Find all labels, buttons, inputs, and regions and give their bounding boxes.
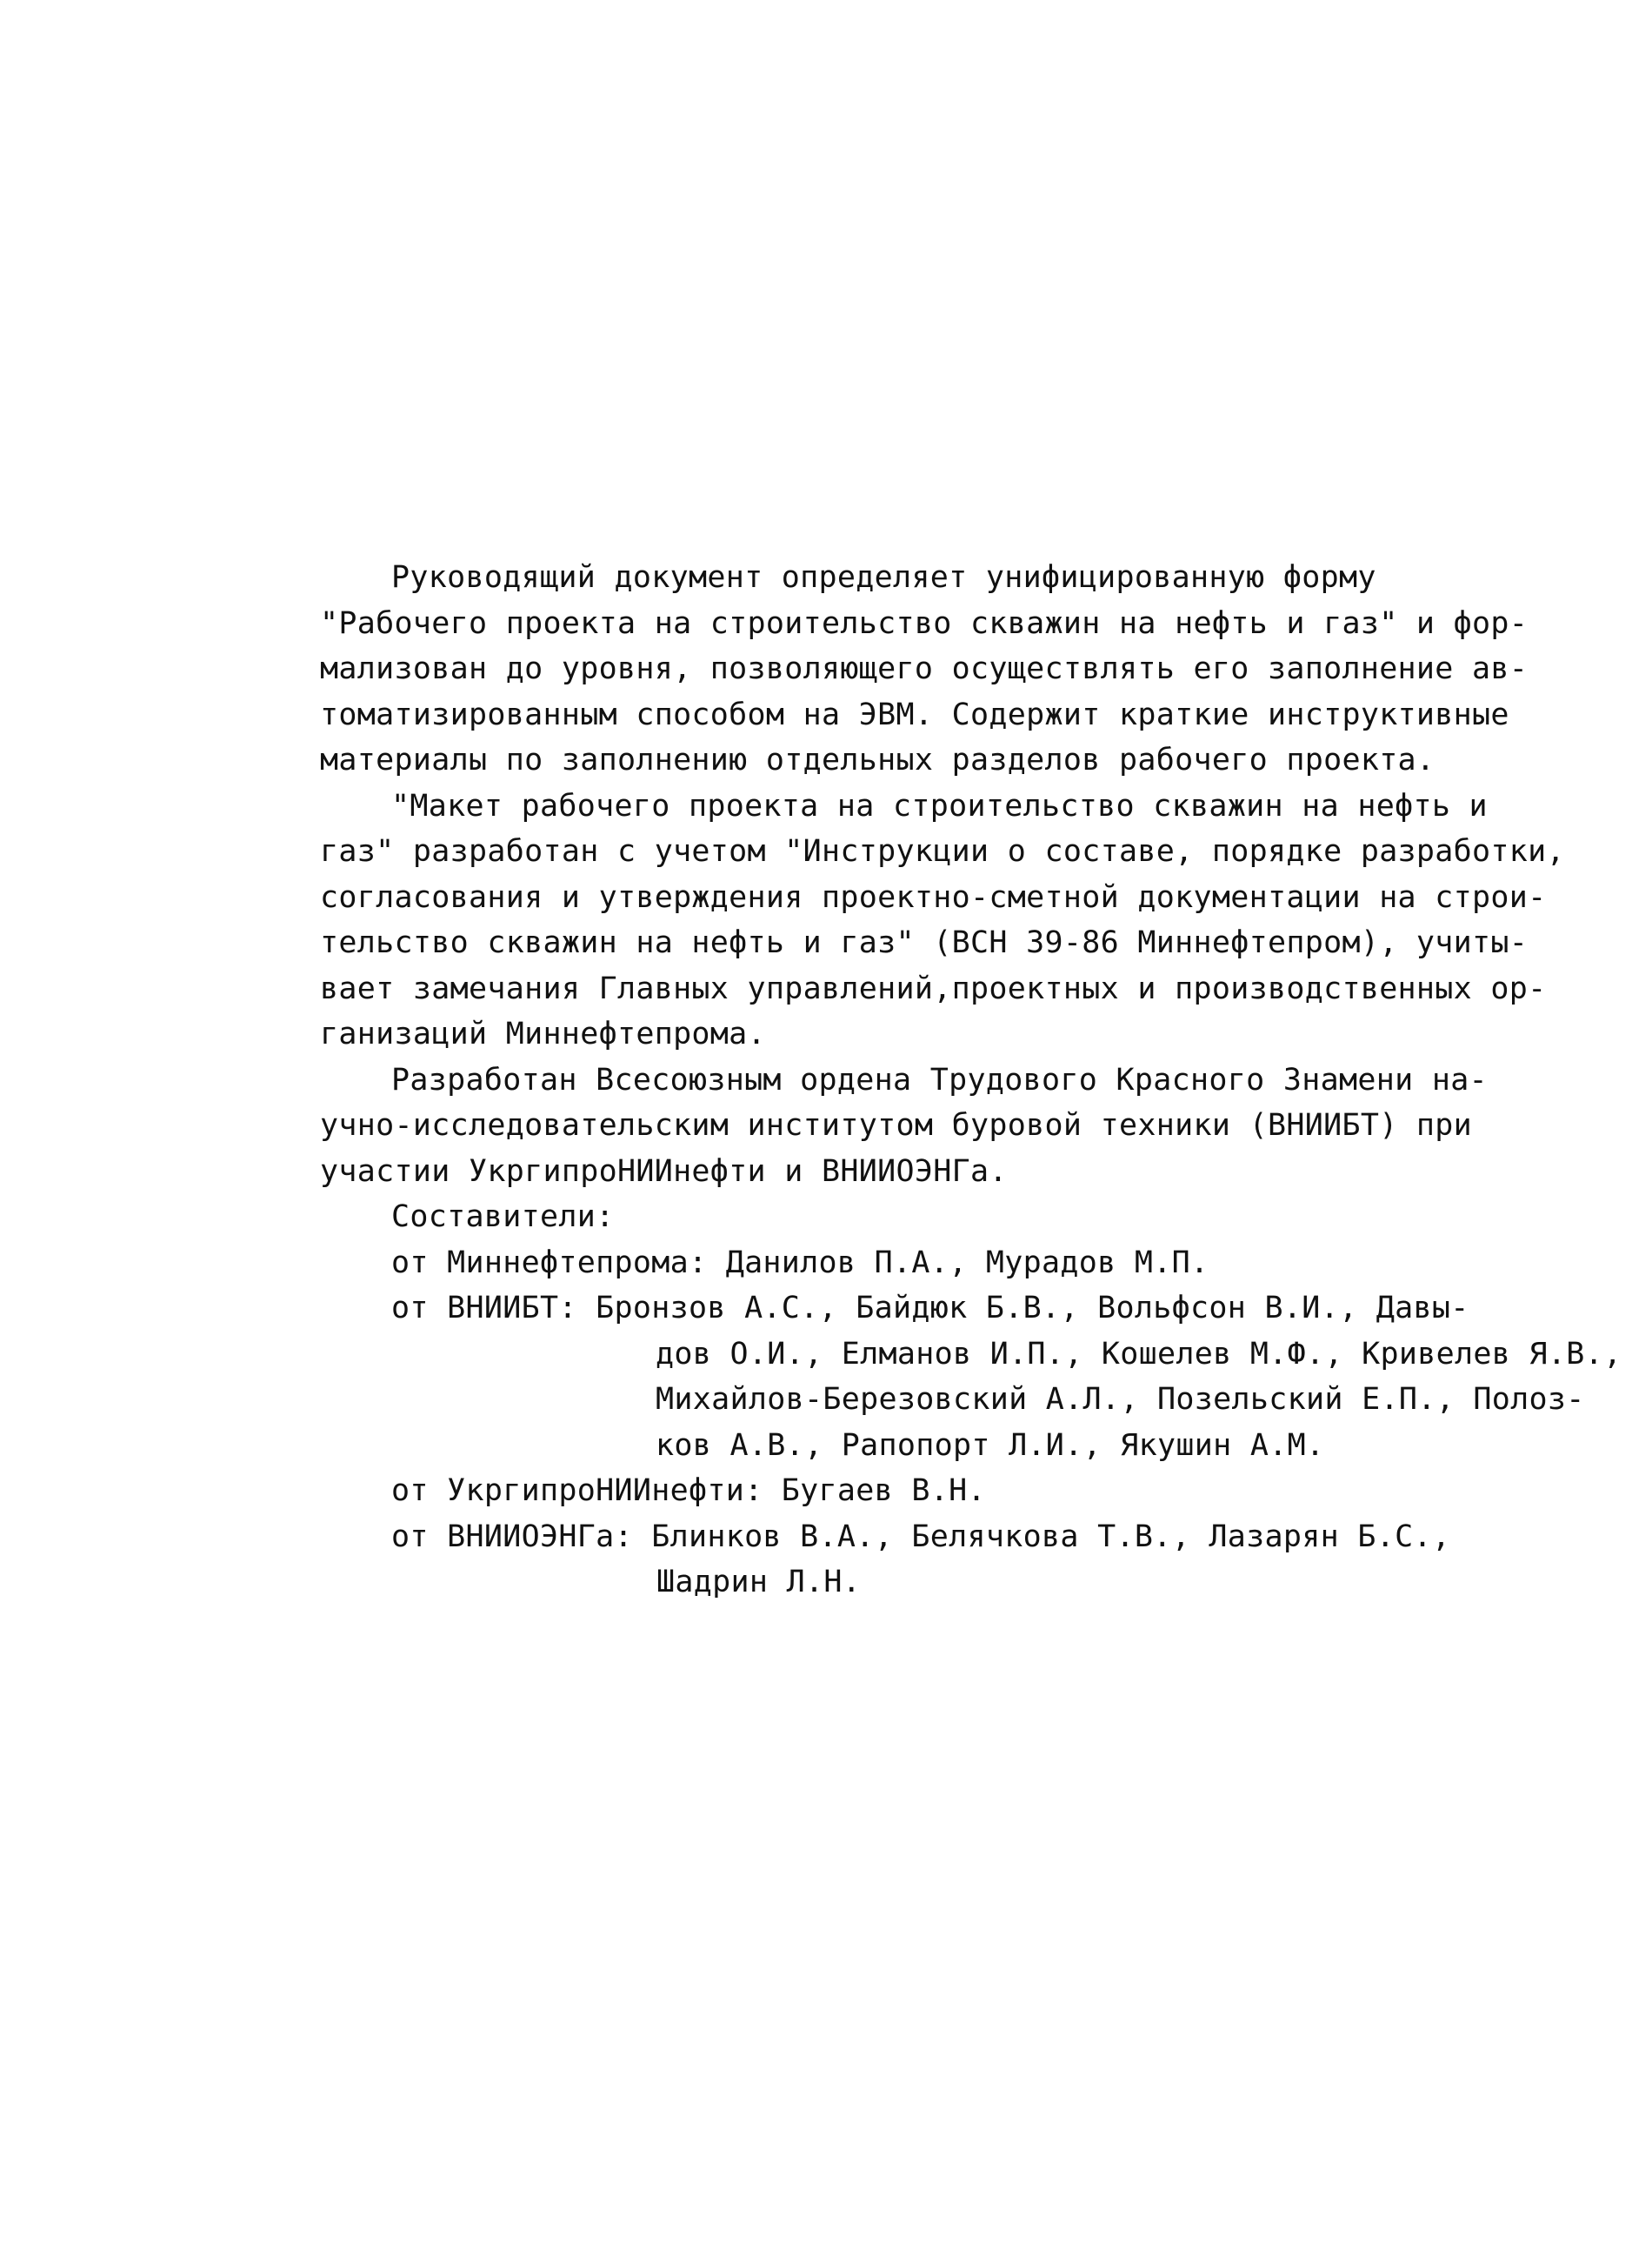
author-group-vniioeng-cont: Шадрин Л.Н. xyxy=(656,1565,862,1599)
text-line: мализован до уровня, позволяющего осуществлять его заполнение ав- xyxy=(320,651,1529,686)
author-group-ukrgipro: от УкргипроНИИнефти: Бугаев В.Н. xyxy=(391,1473,986,1508)
text-line: участии УкргипроНИИнефти и ВНИИОЭНГа. xyxy=(320,1153,1008,1189)
main-text xyxy=(320,555,1622,1605)
author-group-minneftprom: от Миннефтепрома: Данилов П.А., Мурадов М.П. xyxy=(391,1245,1209,1280)
author-group-vniibt-cont: ков А.В., Рапопорт Л.И., Якушин А.М. xyxy=(656,1427,1325,1463)
author-group-vniibt-cont: Михайлов-Березовский А.Л., Позельский Е.П., Полоз- xyxy=(656,1382,1585,1417)
paragraph-purpose xyxy=(320,555,1537,784)
text-line: материалы по заполнению отдельных разделов рабочего проекта. xyxy=(320,743,1436,778)
text-line: Разработан Всесоюзным ордена Трудового Красного Знамени на- xyxy=(391,1062,1488,1098)
author-group-vniioeng: от ВНИИОЭНГа: Блинков В.А., Белячкова Т.В., Лазарян Б.С., xyxy=(391,1519,1451,1554)
authors-section xyxy=(320,1194,1622,1605)
text-line: "Макет рабочего проекта на строительство скважин на нефть и xyxy=(391,788,1488,824)
paragraph-developer xyxy=(320,1058,1537,1195)
authors-heading: Составители: xyxy=(391,1199,615,1234)
text-line: согласования и утверждения проектно-сметной документации на строи- xyxy=(320,879,1547,915)
text-line: газ" разработан с учетом "Инструкции о составе, порядке разработки, xyxy=(320,834,1565,869)
author-group-vniibt-cont: дов О.И., Елманов И.П., Кошелев М.Ф., Кривелев Я.В., xyxy=(656,1336,1622,1372)
text-line: "Рабочего проекта на строительство скважин на нефть и газ" и фор- xyxy=(320,605,1529,641)
text-line: томатизированным способом на ЭВМ. Содержит краткие инструктивные xyxy=(320,697,1509,732)
author-group-vniibt: от ВНИИБТ: Бронзов А.С., Байдюк Б.В., Вольфсон В.И., Давы- xyxy=(391,1291,1469,1325)
paragraph-basis xyxy=(320,784,1565,1058)
text-line: учно-исследовательским институтом буровой техники (ВНИИБТ) при xyxy=(320,1108,1473,1143)
text-line: тельство скважин на нефть и газ" (ВСН 39-86 Миннефтепром), учиты- xyxy=(320,925,1529,960)
text-line: Руководящий документ определяет унифицированную форму xyxy=(391,560,1376,595)
text-line: вает замечания Главных управлений,проектных и производственных ор- xyxy=(320,971,1547,1006)
text-line: ганизаций Миннефтепрома. xyxy=(320,1017,766,1051)
